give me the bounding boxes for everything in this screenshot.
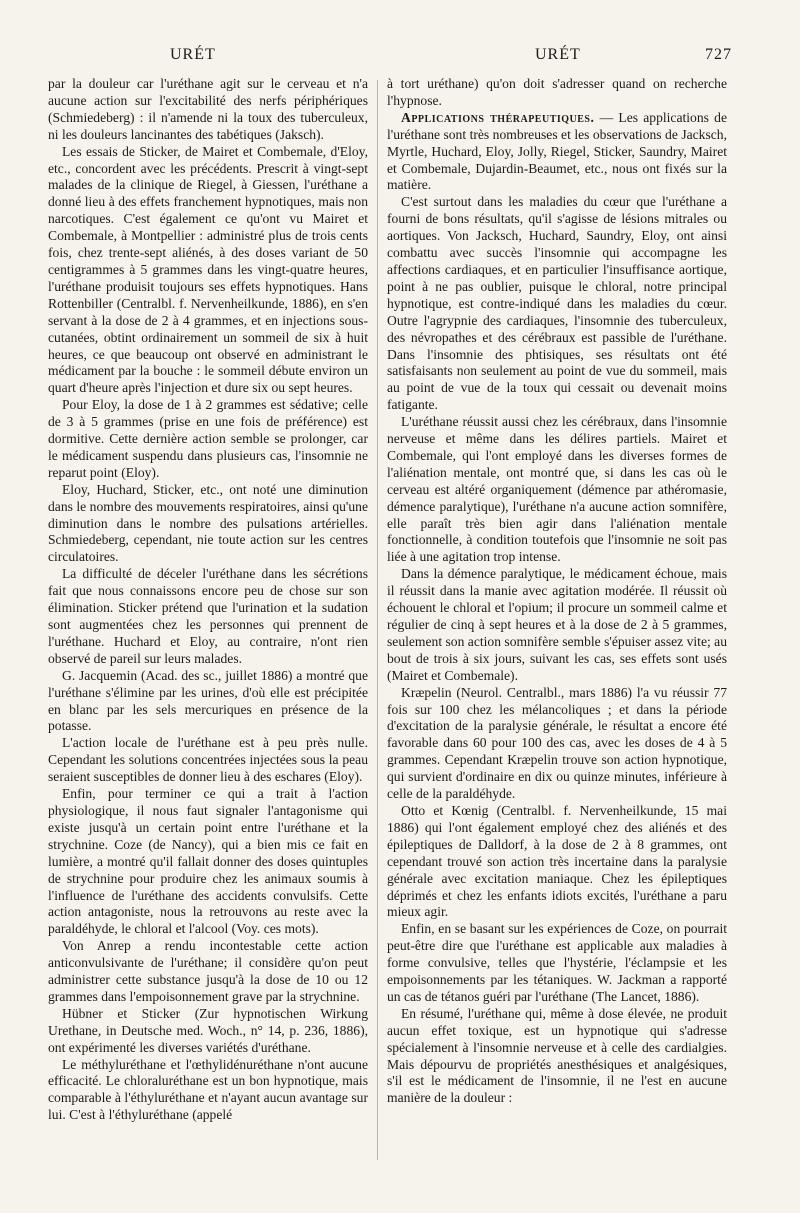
paragraph: Enfin, en se basant sur les expériences de Coze, on pourrait peut-être dire que l'uréthane est applicable aux maladies à forme convulsive, telles que l'hystérie, l'éclampsie et les empoisonnements par les tétaniques. W. Jackman a rapporté un cas de tétanos guéri par l'uréthane (The Lancet, 1886). [387,921,727,1004]
paragraph: L'uréthane réussit aussi chez les cérébraux, dans l'insomnie nerveuse et même dans les délires partiels. Mairet et Combemale, qui l'ont employé dans les diverses formes de l'aliénation mentale, ont montré que, si dans les cas où le cerveau est altéré organiquement (démence par athéromasie, démence paralytique), l'uréthane n'a aucune action somnifère, elle paraît très bien agir dans l'aliénation mentale fonctionnelle, à condition toutefois que l'insomnie ne soit pas liée à une agitation trop intense. [387,414,727,565]
running-header [0,46,800,70]
section-intro: — Les applications de l'uréthane sont très nombreuses et les observations de Jacksch, Myrtle, Huchard, Eloy, Jolly, Riegel, Sticker, Saundry, Mairet et Combemale, Dujardin-Beaumet, etc., nous ont fixés sur la matière. [387,109,727,193]
paragraph: C'est surtout dans les maladies du cœur que l'uréthane a fourni de bons résultats, qu'il s'agisse de lésions mitrales ou aortiques. Von Jacksch, Huchard, Saundry, Eloy, ont ainsi combattu avec succès l'insomnie qui accompagne les affections cardiaques, et en particulier l'insuffisance aortique, point à ne pas oublier, puisque le chloral, notre principal hypnotique, est contre-indiqué dans les maladies du cœur. Outre l'agrypnie des cardiaques, l'insomnie des tuberculeux, des névropathes et des cérébraux est passible de l'uréthane. Dans l'insomnie des phtisiques, ses résultats ont été satisfaisants non seulement au point de vue du sommeil, mais au point de vue de la toux qui cessait ou devenait moins fatigante. [387,194,727,413]
paragraph: à tort uréthane) qu'on doit s'adresser quand on recherche l'hypnose. [387,76,727,108]
paragraph: Von Anrep a rendu incontestable cette action anticonvulsivante de l'uréthane; il considère qu'on peut administrer cette substance jusqu'à la dose de 10 ou 12 grammes dans l'empoisonnement grave par la strychnine. [48,938,368,1004]
paragraph: Dans la démence paralytique, le médicament échoue, mais il réussit dans la manie avec agitation modérée. Il réussit où échouent le chloral et l'opium; il procure un sommeil calme et régulier de cinq à sept heures et à la dose de 2 à 5 grammes, seulement son action somnifère semble s'épuiser assez vite; au bout de trois à six jours, suivant les cas, ses effets sont usés (Mairet et Combemale). [387,566,727,683]
paragraph: Otto et Kœnig (Centralbl. f. Nervenheilkunde, 15 mai 1886) qui l'ont également employé chez des aliénés et des épileptiques de Dalldorf, à la dose de 2 à 8 grammes, ont cependant trouvé son action très incertaine dans la paralysie générale avec excitation maniaque. Chez les épileptiques déprimés et chez les enfants idiots excités, l'uréthane a paru mieux agir. [387,802,727,920]
paragraph: Kræpelin (Neurol. Centralbl., mars 1886) l'a vu réussir 77 fois sur 100 chez les mélancoliques ; et dans la période d'excitation de la paralysie générale, le résultat a encore été favorable dans 60 pour 100 des cas, avec les doses de 4 à 5 grammes. Cependant Kræpelin trouve son action hypnotique, qui survient d'ordinaire en dix ou quinze minutes, inférieure à celle de la paraldéhyde. [387,684,727,802]
paragraph: Hübner et Sticker (Zur hypnotischen Wirkung Urethane, in Deutsche med. Woch., n° 14, p. 236, 1886), ont expérimenté les diverses variétés d'uréthane. [48,1005,368,1055]
paragraph: G. Jacquemin (Acad. des sc., juillet 1886) a montré que l'uréthane s'élimine par les urines, d'où elle est précipitée en blanc par les sels mercuriques en présence de la potasse. [48,667,368,734]
paragraph: Eloy, Huchard, Sticker, etc., ont noté une diminution dans le nombre des mouvements respiratoires, ainsi qu'une diminution dans le nombre des pulsations artérielles. Schmiedeberg, cependant, nie toute action sur les centres circulatoires. [48,481,368,565]
left-running-head: URÉT [170,46,216,63]
right-column [387,76,727,1176]
paragraph: Les essais de Sticker, de Mairet et Combemale, d'Eloy, etc., concordent avec les précédents. Prescrit à vingt-sept malades de la clinique de Riegel, à Giessen, l'uréthane a donné lieu à des effets franchement hypnotiques, mais non narcotiques. C'est également ce qu'ont vu Mairet et Combemale, à Montpellier : administré plus de trois cents fois, chez trente-sept aliénés, à des doses variant de 50 centigrammes à 5 grammes dans les vingt-quatre heures, l'uréthane produisit toujours ses effets hypnotiques. Hans Rottenbiller (Centralbl. f. Nervenheilkunde, 1886), en s'en servant à la dose de 2 à 4 grammes, et en injections sous-cutanées, obtint ordinairement un sommeil de six à huit heures, ce que beaucoup ont observé en administrant le médicament par la bouche : le sommeil débute environ un quart d'heure après l'injection et dure six ou sept heures. [48,143,368,396]
paragraph: En résumé, l'uréthane qui, même à dose élevée, ne produit aucun effet toxique, est un hypnotique qui s'adresse spécialement à l'insomnie nerveuse et à celle des cardialgies. Mais dépourvu de propriétés anesthésiques et analgésiques, s'il est le médicament de l'insomnie, il ne l'est en aucune manière de la douleur : [387,1005,727,1106]
section-paragraph [387,110,727,195]
paragraph: L'action locale de l'uréthane est à peu près nulle. Cependant les solutions concentrées injectées sous la peau seraient susceptibles de donner lieu à des eschares (Eloy). [48,735,368,785]
paragraph: par la douleur car l'uréthane agit sur le cerveau et n'a aucune action sur l'excitabilité des nerfs périphériques (Schmiedeberg) : il n'amende ni la toux des tuberculeux, ni les douleurs lancinantes des tabétiques (Jaksch). [48,76,368,142]
left-column [48,76,368,1176]
section-heading: Applications thérapeutiques. [401,109,595,125]
paragraph: Le méthyluréthane et l'œthylidénuréthane n'ont aucune efficacité. Le chloraluréthane est un bon hypnotique, mais comparable à l'éthyluréthane et n'ayant aucun avantage sur lui. C'est à l'éthyluréthane (appelé [48,1056,368,1123]
paragraph: La difficulté de déceler l'uréthane dans les sécrétions fait que nous connaissons encore peu de chose sur son élimination. Sticker prétend que l'urination et la sudation sont augmentées chez les personnes qui prennent de l'uréthane. Huchard et Eloy, au contraire, n'ont rien observé de pareil sur leurs malades. [48,566,368,666]
page-number: 727 [705,46,732,63]
column-divider [377,80,378,1160]
right-running-head: URÉT [535,46,581,63]
paragraph: Pour Eloy, la dose de 1 à 2 grammes est sédative; celle de 3 à 5 grammes (prise en une fois de préférence) est dormitive. Cette dernière action semble se prolonger, car le médicament suspendu dans plusieurs cas, l'insomnie ne reparut point (Eloy). [48,397,368,480]
paragraph: Enfin, pour terminer ce qui a trait à l'action physiologique, il nous faut signaler l'antagonisme qui existe jusqu'à un certain point entre l'uréthane et la strychnine. Coze (de Nancy), qui a bien mis ce fait en lumière, a montré qu'il fallait donner des doses quintuples de strychnine pour produire chez les animaux soumis à l'influence de l'uréthane des accidents convulsifs. Cette action antagoniste, nous la retrouvons au reste avec la paraldéhyde, le chloral et l'alcool (Voy. ces mots). [48,786,368,937]
